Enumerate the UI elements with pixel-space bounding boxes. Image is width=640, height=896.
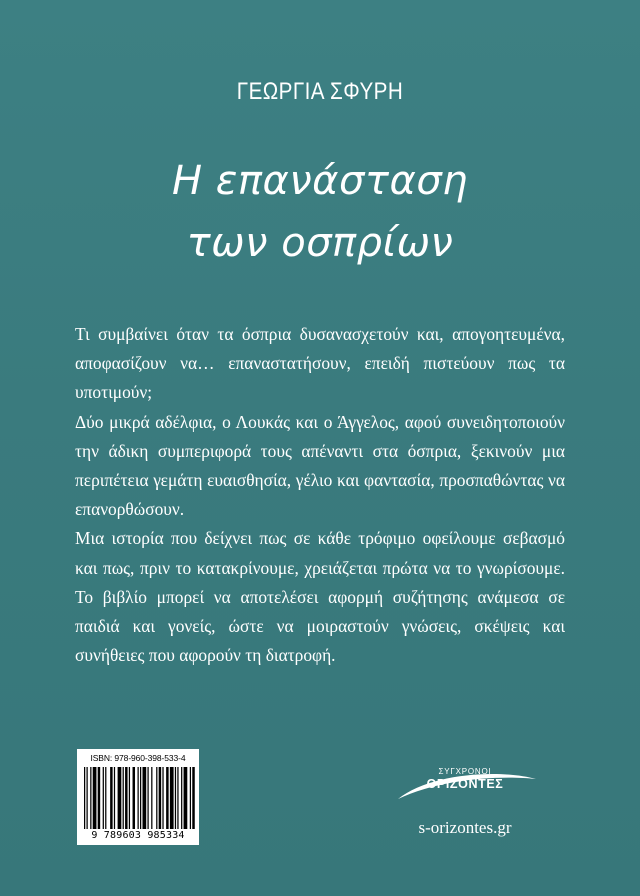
isbn-label: ISBN: 978-960-398-533-4 (90, 753, 186, 763)
publisher-logo (390, 765, 540, 815)
book-title (0, 150, 640, 274)
publisher-website: s-orizontes.gr (418, 818, 512, 837)
publisher-name-line1: ΣΥΓΧΡΟΝΟΙ (438, 767, 492, 776)
barcode-digits: 9 789603 985334 (91, 830, 185, 841)
blurb-paragraph-3: Μια ιστορία που δείχνει πως σε κάθε τρόφιμο οφείλουμε σεβασμό και πως, πριν το κατακρίνουμε, χρειάζεται πρώτα να το γνωρίσουμε. Το βιβλίο μπορεί να αποτελέσει αφορμή συζήτησης ανάμεσα σε παιδιά και γονείς, ώστε να μοιραστούν γνώσεις, σκέψεις και συνήθειες που αφορούν τη διατροφή. (75, 528, 565, 666)
barcode-bars (84, 767, 196, 829)
blurb-paragraph-1: Τι συμβαίνει όταν τα όσπρια δυσανασχετούν και, απογοητευμένα, αποφασίζουν να… επαναστατήσουν, επειδή πιστεύουν πως τα υποτιμούν; (75, 324, 565, 403)
title-line-1: Η επανάσταση (171, 158, 469, 204)
publisher-name-line2: ΟΡΙΖΟΝΤΕΣ (426, 777, 504, 791)
author-name: ΓΕΩΡΓΙΑ ΣΦΥΡΗ (236, 78, 404, 105)
blurb-paragraph-2: Δύο μικρά αδέλφια, ο Λουκάς και ο Άγγελος, αφού συνειδητοποιούν την άδικη συμπεριφορά τους απέναντι στα όσπρια, ξεκινούν μια περιπέτεια γεμάτη ευαισθησία, γέλιο και φαντασία, προσπαθώντας να επανορθώσουν. (75, 411, 565, 520)
barcode (77, 749, 199, 845)
title-line-2: των οσπρίων (186, 220, 454, 266)
blurb-text (75, 320, 565, 670)
